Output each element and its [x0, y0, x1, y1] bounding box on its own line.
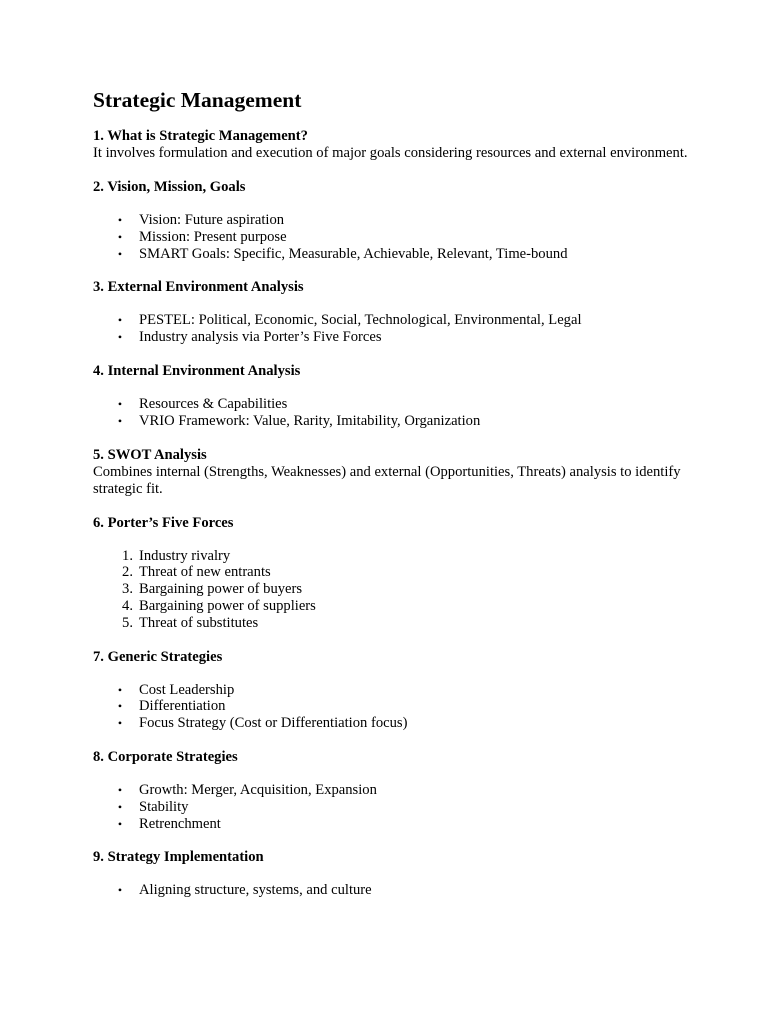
section-heading: 1. What is Strategic Management?	[93, 128, 308, 144]
list-item	[93, 581, 693, 598]
list-item	[93, 413, 693, 430]
bullet-icon: •	[117, 396, 123, 411]
bullet-list	[93, 782, 693, 832]
list-item-text: Threat of substitutes	[139, 614, 259, 631]
section-paragraph: Combines internal (Strengths, Weaknesses) and external (Opportunities, Threats) analysis to identify strategic fit.	[93, 463, 681, 497]
list-item	[93, 312, 693, 329]
list-item	[93, 782, 693, 799]
list-item	[93, 615, 693, 632]
list-item	[93, 816, 693, 833]
list-item	[93, 799, 693, 816]
section-paragraph: It involves formulation and execution of major goals considering resources and external environment.	[93, 145, 688, 161]
list-item-text: Cost Leadership	[139, 681, 235, 698]
section-2	[93, 179, 693, 262]
bullet-list	[93, 312, 693, 346]
bullet-icon: •	[117, 413, 123, 428]
list-item-text: Resources & Capabilities	[139, 395, 288, 412]
section-heading: 3. External Environment Analysis	[93, 279, 304, 296]
list-item	[93, 329, 693, 346]
list-number: 5.	[122, 614, 133, 631]
section-3	[93, 279, 693, 346]
bullet-icon: •	[117, 229, 123, 244]
list-item	[93, 396, 693, 413]
list-item-text: VRIO Framework: Value, Rarity, Imitability, Organization	[139, 412, 481, 429]
numbered-list	[93, 548, 693, 632]
list-item-text: Vision: Future aspiration	[139, 212, 285, 228]
section-heading: 8. Corporate Strategies	[93, 748, 238, 765]
section-4	[93, 363, 693, 430]
list-item	[93, 715, 693, 732]
list-item	[93, 882, 693, 899]
bullet-icon: •	[117, 799, 123, 814]
section-8	[93, 749, 693, 832]
list-item	[93, 246, 693, 263]
section-heading: 6. Porter’s Five Forces	[93, 514, 234, 531]
list-item-text: Bargaining power of buyers	[139, 581, 303, 598]
list-item-text: PESTEL: Political, Economic, Social, Technological, Environmental, Legal	[139, 312, 582, 329]
document-page	[93, 84, 693, 899]
bullet-icon: •	[117, 816, 123, 831]
list-item-text: Stability	[139, 798, 189, 815]
bullet-list	[93, 212, 693, 262]
bullet-icon: •	[117, 330, 123, 345]
bullet-list	[93, 682, 693, 732]
list-item	[93, 212, 693, 229]
list-number: 3.	[122, 581, 133, 598]
list-item	[93, 548, 693, 565]
list-item	[93, 682, 693, 699]
list-item-text: Focus Strategy (Cost or Differentiation focus)	[139, 715, 408, 732]
list-number: 4.	[122, 597, 133, 614]
section-5	[93, 447, 693, 498]
section-heading: 9. Strategy Implementation	[93, 849, 264, 866]
list-item-text: Industry rivalry	[139, 547, 231, 564]
section-heading: 4. Internal Environment Analysis	[93, 362, 301, 379]
list-item-text: Differentiation	[139, 698, 226, 715]
bullet-icon: •	[117, 682, 123, 697]
list-item-text: Bargaining power of suppliers	[139, 597, 316, 614]
list-item-text: Aligning structure, systems, and culture	[139, 882, 372, 899]
bullet-list	[93, 882, 693, 899]
document-title: Strategic Management	[93, 88, 302, 112]
section-6	[93, 515, 693, 632]
section-9	[93, 849, 693, 899]
list-item-text: Mission: Present purpose	[139, 228, 287, 245]
section-7	[93, 649, 693, 732]
list-item	[93, 564, 693, 581]
list-item	[93, 698, 693, 715]
bullet-icon: •	[117, 313, 123, 328]
bullet-icon: •	[117, 246, 123, 261]
bullet-icon: •	[117, 716, 123, 731]
list-item-text: Retrenchment	[139, 815, 221, 832]
list-number: 2.	[122, 564, 133, 581]
list-item	[93, 229, 693, 246]
section-heading: 7. Generic Strategies	[93, 648, 223, 665]
list-item-text: Growth: Merger, Acquisition, Expansion	[139, 781, 377, 798]
bullet-icon: •	[117, 883, 123, 898]
section-heading: 5. SWOT Analysis	[93, 446, 207, 463]
list-item	[93, 598, 693, 615]
list-item-text: SMART Goals: Specific, Measurable, Achievable, Relevant, Time-bound	[139, 245, 568, 262]
list-item-text: Industry analysis via Porter’s Five Forces	[139, 329, 382, 346]
list-item-text: Threat of new entrants	[139, 564, 271, 581]
section-1	[93, 128, 693, 162]
bullet-icon: •	[117, 699, 123, 714]
bullet-icon: •	[117, 213, 123, 227]
section-heading: 2. Vision, Mission, Goals	[93, 179, 246, 195]
list-number: 1.	[122, 547, 133, 564]
bullet-list	[93, 396, 693, 430]
bullet-icon: •	[117, 782, 123, 797]
